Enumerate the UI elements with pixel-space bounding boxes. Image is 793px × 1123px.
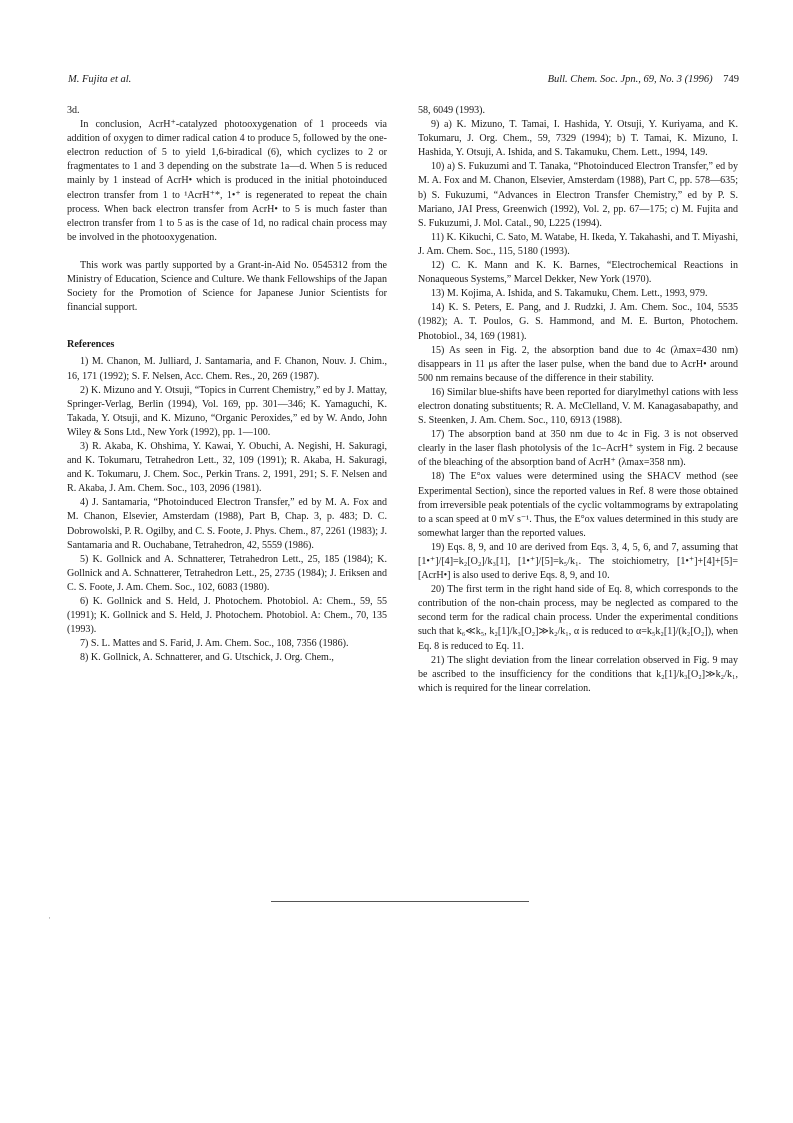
reference-item: 21) The slight deviation from the linear correlation observed in Fig. 9 may be ascribed to the insufficiency for the conditions that k₂[1]/k₃[O₂]≫k₂/k₁, which is required for the linear correlation.	[418, 654, 738, 694]
reference-item: 7) S. L. Mattes and S. Farid, J. Am. Chem. Soc., 108, 7356 (1986).	[80, 638, 349, 650]
reference-item: 16) Similar blue-shifts have been reported for diarylmethyl cations with less electron donating substituents; R. A. McClelland, V. M. Kanagasabapathy, and S. Steenken, J. Am. Chem. Soc., 110, 6913 (1988).	[418, 386, 738, 427]
reference-continuation: 58, 6049 (1993).	[418, 105, 485, 116]
page-number: 749	[723, 74, 739, 85]
reference-item: 12) C. K. Mann and K. K. Barnes, “Electrochemical Reactions in Nonaqueous Systems,” Marcel Dekker, New York (1970).	[418, 260, 738, 286]
reference-item: 6) K. Gollnick and S. Held, J. Photochem. Photobiol. A: Chem., 59, 55 (1991); K. Gollnick and S. Held, J. Photochem. Photobiol. A: Chem., 70, 135 (1993).	[67, 596, 387, 636]
reference-item: 4) J. Santamaria, “Photoinduced Electron Transfer,” ed by M. A. Fox and M. Chanon, Elsevier, Amsterdam (1988), Part B, Chap. 3, p. 483; D. C. Dobrowolski, P. R. Ogilby, and C. S. Foote, J. Phys. Chem., 87, 2261 (1983); J. Santamaria and R. Ouchabane, Tetrahedron, 42, 5559 (1986).	[67, 497, 387, 551]
paragraph-continuation: 3d.	[67, 105, 80, 116]
reference-item: 1) M. Chanon, M. Julliard, J. Santamaria, and F. Chanon, Nouv. J. Chim., 16, 171 (1992); S. F. Nelsen, Acc. Chem. Res., 20, 269 (1987).	[67, 356, 387, 382]
paragraph-conclusion: In conclusion, AcrH⁺-catalyzed photooxygenation of 1 proceeds via addition of oxygen to dimer radical cation 4 to produce 5, followed by the one-electron reduction of 5 to yield 1,6-biradical (6), which cyclizes to 2 or fragmentates to 1 and 3 depending on the substrate 1a—d. When 5 is reduced mainly by 1 instead of AcrH• which is produced in the initial photoinduced electron transfer from 1 to ¹AcrH⁺*, 1•⁺ is regenerated to repeat the chain process. When back electron transfer from AcrH• to 5 is much faster than electron transfer from 1 to 5 as is the case of 1d, no radical chain process may be involved in the photooxygenation.	[67, 119, 387, 243]
header-journal	[548, 74, 739, 85]
paragraph-acknowledgment: This work was partly supported by a Grant-in-Aid No. 0545312 from the Ministry of Education, Science and Culture. We thank Fellowships of the Japan Society for the Promotion of Science for Japanese Junior Scientists for financial support.	[67, 259, 387, 314]
reference-item: 15) As seen in Fig. 2, the absorption band due to 4c (λmax=430 nm) disappears in 11 μs after the laser pulse, when the band due to AcrH• around 500 nm remains because of the difference in their stability.	[418, 344, 738, 384]
reference-item: 5) K. Gollnick and A. Schnatterer, Tetrahedron Lett., 25, 185 (1984); K. Gollnick and A. Schnatterer, Tetrahedron Lett., 25, 2735 (1984); J. Eriksen and C. S. Foote, J. Am. Chem. Soc., 102, 6083 (1980).	[67, 553, 387, 593]
right-column	[418, 104, 738, 696]
left-column	[67, 104, 387, 665]
reference-item: 14) K. S. Peters, E. Pang, and J. Rudzki, J. Am. Chem. Soc., 104, 5535 (1982); A. T. Poulos, G. S. Hammond, and M. E. Burton, Photochem. Photobiol., 34, 169 (1981).	[418, 302, 738, 342]
reference-item: 11) K. Kikuchi, C. Sato, M. Watabe, H. Ikeda, Y. Takahashi, and T. Miyashi, J. Am. Chem. Soc., 115, 5180 (1993).	[418, 231, 738, 257]
margin-mark: ·	[48, 913, 51, 923]
reference-item: 10) a) S. Fukuzumi and T. Tanaka, “Photoinduced Electron Transfer,” ed by M. A. Fox and M. Chanon, Elsevier, Amsterdam (1988), Part C, pp. 578—635; b) S. Fukuzumi, “Advances in Electron Transfer Chemistry,” ed by P. S. Mariano, JAI Press, Greenwich (1992), Vol. 2, pp. 67—175; c) M. Fujita and S. Fukuzumi, J. Mol. Catal., 90, L225 (1994).	[418, 161, 738, 229]
references-heading: References	[67, 339, 115, 351]
reference-item: 3) R. Akaba, K. Ohshima, Y. Kawai, Y. Obuchi, A. Negishi, H. Sakuragi, and K. Tokumaru, Tetrahedron Lett., 32, 109 (1991); R. Akaba, H. Sakuragi, and K. Tokumaru, J. Chem. Soc., Perkin Trans. 2, 1991, 291; S. F. Nelsen and R. Akaba, J. Am. Chem. Soc., 103, 2096 (1981).	[67, 440, 387, 495]
running-header	[68, 74, 739, 90]
reference-item: 2) K. Mizuno and Y. Otsuji, “Topics in Current Chemistry,” ed by J. Mattay, Springer-Verlag, Berlin (1994), Vol. 169, pp. 301—346; K. Yamaguchi, K. Takada, Y. Otsuji, and K. Mizuno, “Organic Peroxides,” ed by W. Ando, John Wiley & Sons Ltd., New York (1992), pp. 1—100.	[67, 384, 387, 438]
reference-item: 9) a) K. Mizuno, T. Tamai, I. Hashida, Y. Otsuji, Y. Kuriyama, and K. Tokumaru, J. Org. Chem., 59, 7329 (1994); b) T. Tamai, K. Mizuno, I. Hashida, Y. Otsuji, A. Ishida, and S. Takamuku, Chem. Lett., 1994, 149.	[418, 119, 738, 159]
header-authors: M. Fujita et al.	[68, 74, 132, 85]
end-rule	[271, 901, 529, 902]
header-citation: Bull. Chem. Soc. Jpn., 69, No. 3 (1996)	[547, 74, 713, 85]
reference-item: 20) The first term in the right hand side of Eq. 8, which corresponds to the contribution of the non-chain process, may be neglected as compared to the second term for the radical chain process. Under the experimental conditions such that k₆≪k₅, k₂[1]/k₃[O₂]≫k₂/k₁, α is reduced to α=k₅k₂[1]/(k₂[O₂]), when Eq. 8 is reduced to Eq. 11.	[418, 584, 738, 652]
reference-item: 17) The absorption band at 350 nm due to 4c in Fig. 3 is not observed clearly in the laser flash photolysis of the 1c–AcrH⁺ system in Fig. 2 because of the bleaching of the absorption band of AcrH⁺ (λmax=358 nm).	[418, 429, 738, 469]
reference-item: 8) K. Gollnick, A. Schnatterer, and G. Utschick, J. Org. Chem.,	[80, 652, 334, 664]
reference-item: 13) M. Kojima, A. Ishida, and S. Takamuku, Chem. Lett., 1993, 979.	[431, 288, 708, 300]
reference-item: 18) The E°ox values were determined using the SHACV method (see Experimental Section), since the reported values in Ref. 8 were those obtained from irreversible peak potentials of the cyclic voltammograms by extrapolating to a scan speed at 0 mV s⁻¹. Thus, the E°ox values determined in this study are somewhat larger than the reported values.	[418, 471, 738, 539]
reference-item: 19) Eqs. 8, 9, and 10 are derived from Eqs. 3, 4, 5, 6, and 7, assuming that [1•⁺]/[4]=k₂[O₂]/k₃[1], [1•⁺]/[5]=k₅/k₁. The stoichiometry, [1•⁺]+[4]+[5]=[AcrH•] is also used to derive Eqs. 8, 9, and 10.	[418, 541, 738, 582]
